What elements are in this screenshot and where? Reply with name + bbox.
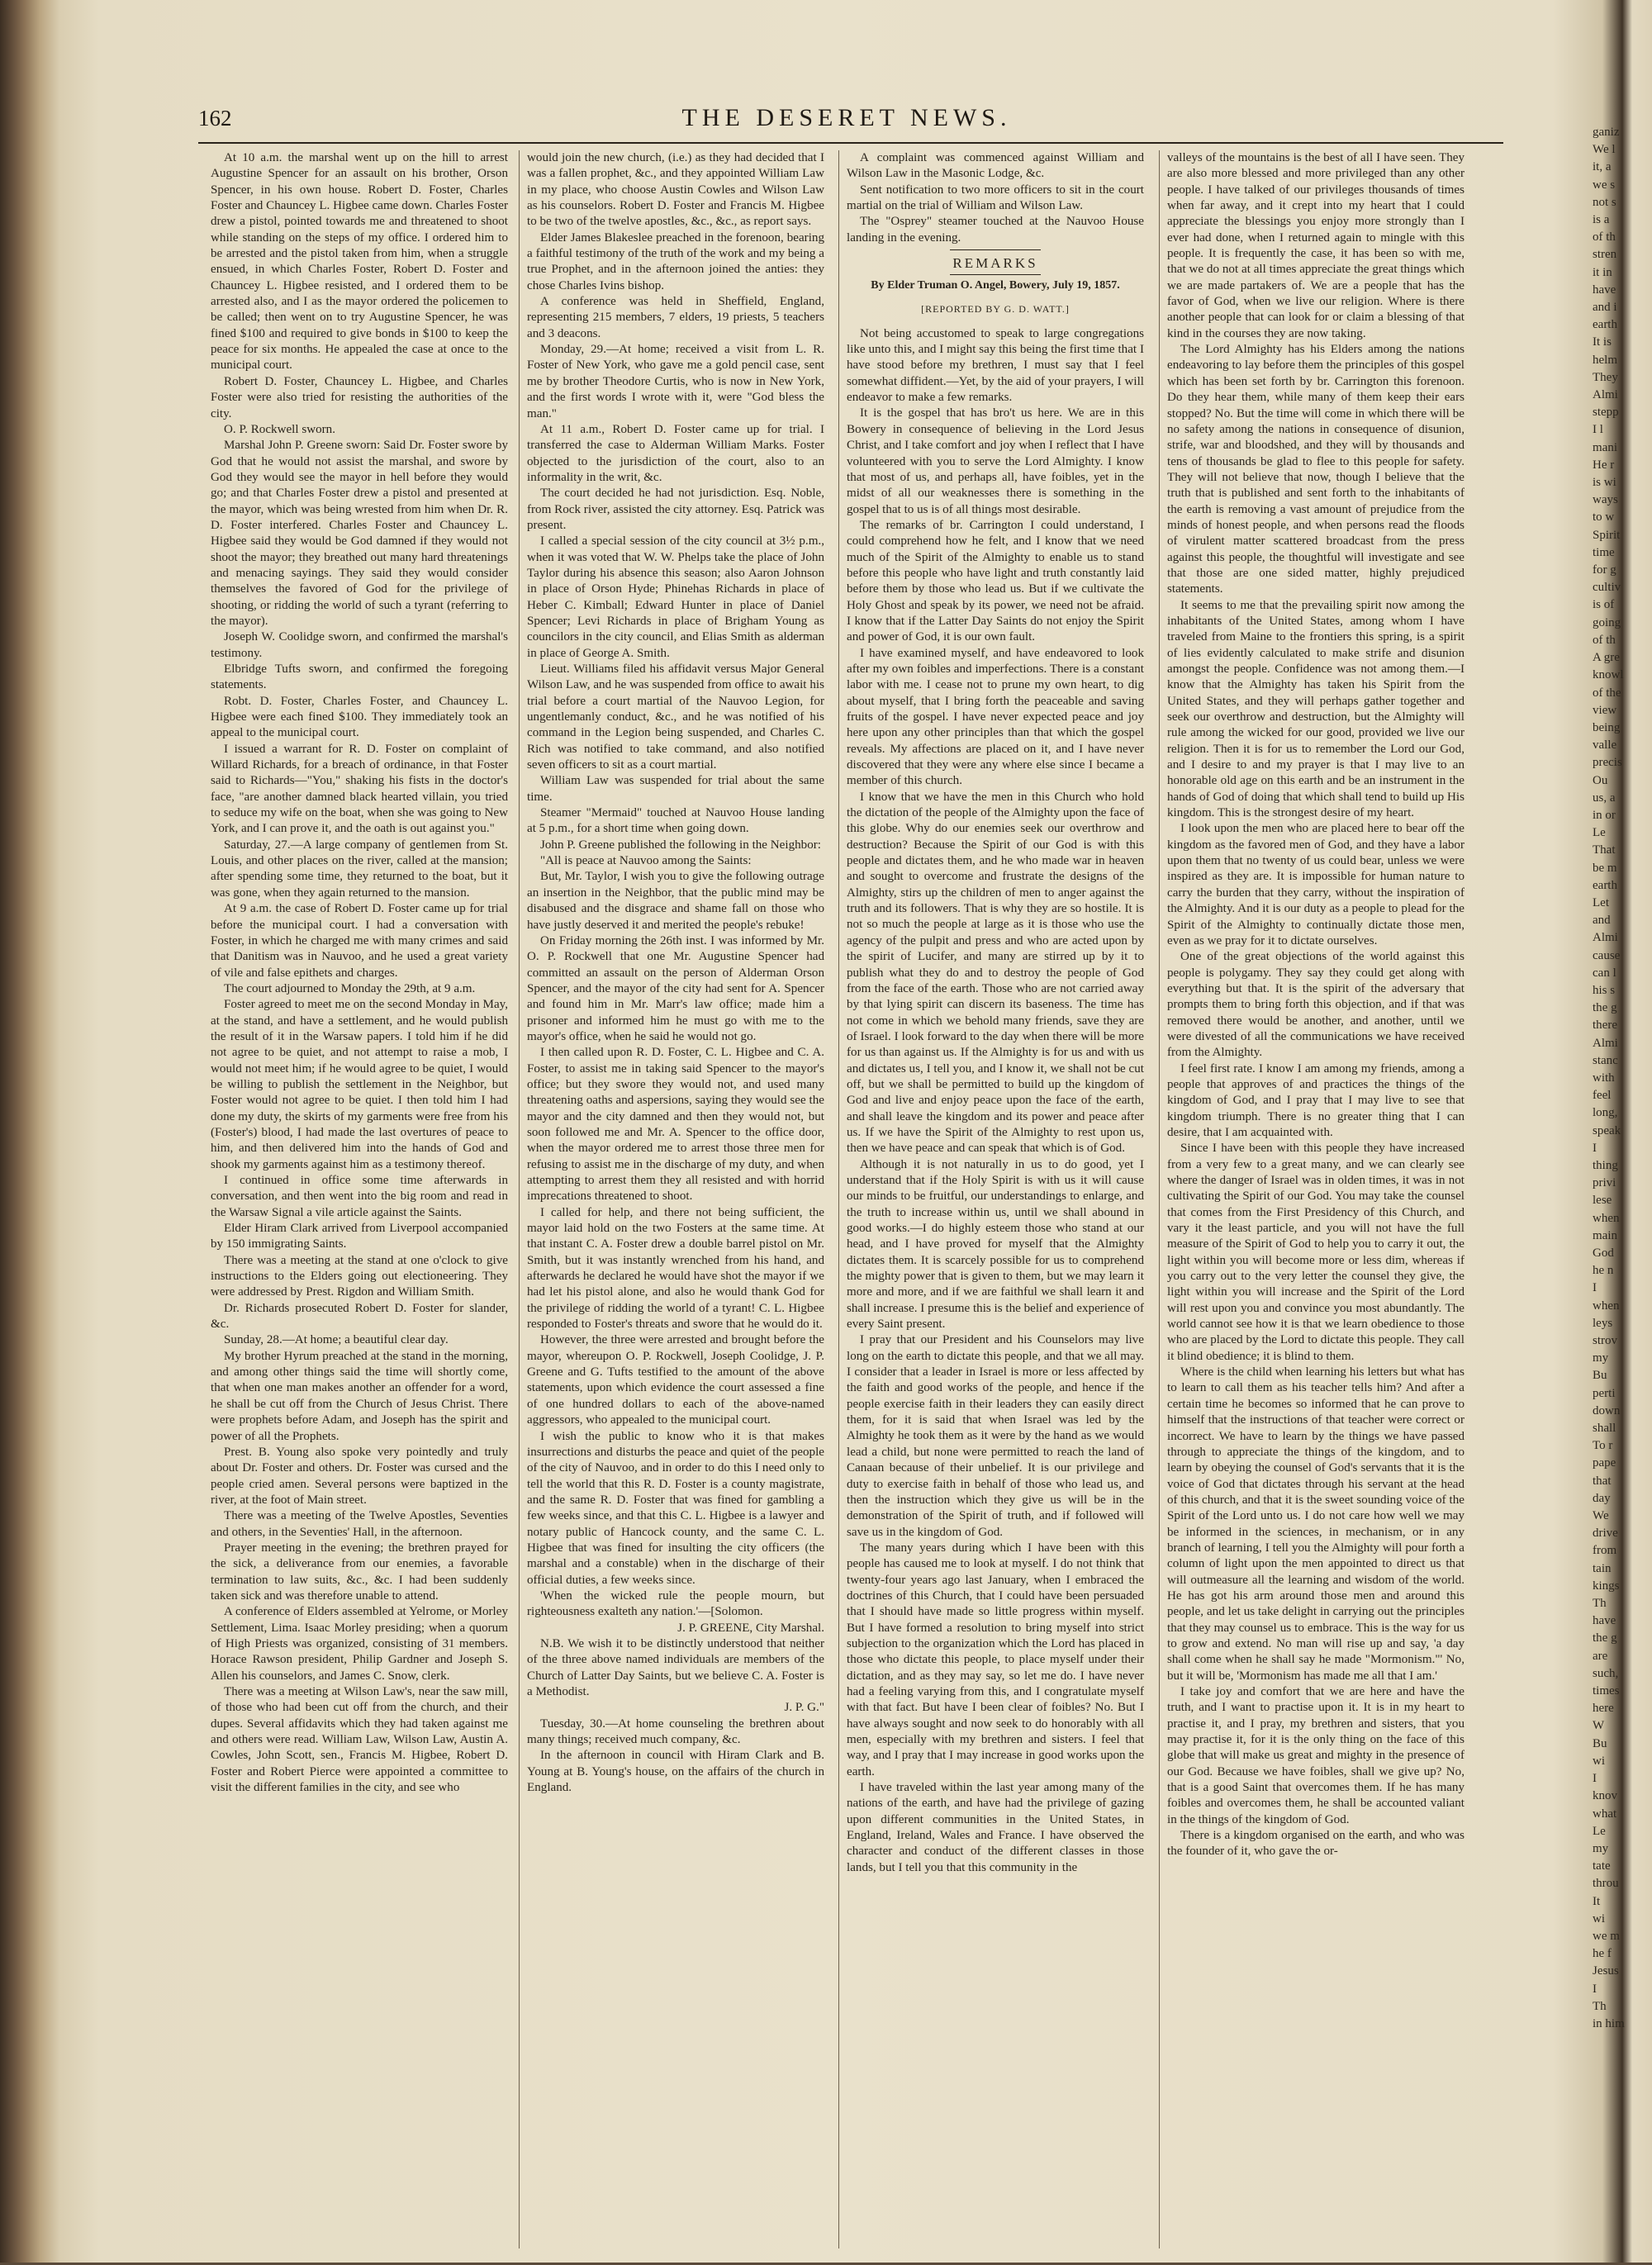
- paragraph: Where is the child when learning his letters but what has to learn to call them as his teacher tells him? And after a certain time he becomes so informed that he can prove to himself that the instructions of that teacher were correct or incorrect. We have to learn by the things we have passed through to appreciate the things of the kingdom, and to learn by obeying the counsel of God's servants that it is the voice of God that dictates through his servant at the head of this church, and that it is the sweet sounding voice of the Spirit of the Lord unto us. I do not care how well we may be informed in the sciences, in mechanism, or in any branch of learning, I tell you the Almighty will pour forth a column of light upon the men appointed to direct us that will outmeasure all the learning and wisdom of the world. He has got his arm around those men and around this people, and let us take delight in carrying out the principles that they may counsel us to embrace. This is the way for us to grow and extend. No man will rise up and say, 'a day shall come when he shall say he made "Mormonism."' No, but it will be, 'Mormonism has made me all that I am.': [1167, 1365, 1464, 1683]
- facing-page-fragment: ganiz: [1593, 126, 1620, 139]
- facing-page-fragment: precis: [1593, 756, 1622, 770]
- paragraph: The court adjourned to Monday the 29th, at 9 a.m.: [224, 981, 476, 995]
- paragraph: Prayer meeting in the evening; the brethren prayed for the sick, a deliverance from our enemies, a favorable termination to law suits, &c., &c. I had been suddenly taken sick and was therefore unable to attend.: [211, 1541, 508, 1603]
- facing-page-fragment: long,: [1593, 1106, 1618, 1120]
- facing-page-fragment: knov: [1593, 1789, 1617, 1803]
- facing-page-fragment: stren: [1593, 248, 1617, 262]
- facing-page-fragment: not s: [1593, 195, 1616, 209]
- facing-page-fragment: and i: [1593, 301, 1617, 315]
- column-divider: [519, 150, 520, 2248]
- column-2: [527, 150, 824, 2265]
- facing-page-fragment: cultiv: [1593, 581, 1621, 595]
- column-1: [211, 150, 508, 2265]
- facing-page-fragment: is a: [1593, 213, 1610, 227]
- reported-by: [REPORTED BY G. D. WATT.]: [921, 303, 1070, 316]
- paragraph: My brother Hyrum preached at the stand in the morning, and among other things said the time will shortly come, that when one man makes another an offender for a word, he shall be cut off from the Church of Jesus Christ. There were prophets before Adam, and Joseph has the spirit and power of all the Prophets.: [211, 1349, 508, 1443]
- facing-page-fragment: when: [1593, 1299, 1620, 1313]
- paragraph: There was a meeting of the Twelve Apostles, Seventies and others, in the Seventies' Hall, in the afternoon.: [211, 1509, 508, 1539]
- paragraph: But, Mr. Taylor, I wish you to give the following outrage an insertion in the Neighbor, that the public mind may be disabused and the disgrace and shame fall on those who have justly deserved it and merited the people's rebuke!: [527, 870, 824, 932]
- facing-page-fragment: are: [1593, 1649, 1608, 1663]
- facing-page-fragment: view: [1593, 703, 1617, 717]
- paragraph: The "Osprey" steamer touched at the Nauvoo House landing in the evening.: [847, 215, 1144, 245]
- facing-page-fragment: Th: [1593, 1999, 1607, 2013]
- paragraph: It seems to me that the prevailing spirit now among the inhabitants of the United States, among whom I have traveled from Maine to the frontiers this spring, is a spirit of lies evidently calculated to make strife and disunion amongst the people. Confidence was not among them.—I know that the Almighty has taken his Spirit from the United States, and they will perhaps gather together and seek our overthrow and destruction, but the Almighty will rule among the wicked for our good, provided we live our religion. Then it is for us to remember the Lord our God, and I desire to and my prayer is that I may live to an honorable old age on this earth and be an instrument in the hands of God of doing that which shall tend to build up His kingdom. This is the strongest desire of my heart.: [1167, 598, 1464, 820]
- paragraph: However, the three were arrested and brought before the mayor, whereupon O. P. Rockwell, Joseph Coolidge, J. P. Greene and G. Tufts testified to the amount of the above statements, upon which evidence the court assessed a fine of one hundred dollars to each of the above-named aggressors, who appealed to the municipal court.: [527, 1333, 824, 1427]
- facing-page-fragment: That: [1593, 843, 1616, 857]
- facing-page-fragment: there: [1593, 1019, 1617, 1033]
- paragraph: Not being accustomed to speak to large congregations like unto this, and I might say this being the first time that I have stood before my brethren, I must say that I feel somewhat diffident.—Yet, by the aid of your prayers, I will endeavor to make a few remarks.: [847, 326, 1144, 405]
- facing-page-fragment: Almi: [1593, 931, 1618, 945]
- paragraph: Robert D. Foster, Chauncey L. Higbee, and Charles Foster were also tried for resisting the authorities of the city.: [211, 374, 508, 420]
- facing-page-fragment: drive: [1593, 1527, 1618, 1541]
- paragraph: I feel first rate. I know I am among my friends, among a people that approves of and practices the things of the kingdom of God, and I pray that I may live to see that kingdom triumph. There is no greater thing that I can desire, that I am acquainted with.: [1167, 1061, 1464, 1139]
- facing-page-fragment: to w: [1593, 510, 1615, 525]
- facing-page-fragment: for g: [1593, 563, 1616, 577]
- facing-page-fragment: They: [1593, 370, 1618, 384]
- paragraph: A complaint was commenced against William and Wilson Law in the Masonic Lodge, &c.: [847, 151, 1144, 181]
- facing-page-fragment: we m: [1593, 1929, 1620, 1943]
- facing-page-fragment: of th: [1593, 230, 1616, 245]
- facing-page-fragment: It is: [1593, 335, 1612, 349]
- paragraph: Foster agreed to meet me on the second Monday in May, at the stand, and have a settlement, and he would publish the result of it in the Warsaw papers. I told him if he did not agree to be quiet, and not attempt to raise a mob, I would not meet him; if he would agree to be quiet, I would be willing to publish the settlement in the Neighbor, but Foster would not agree to be quiet. I then told him I had done my duty, the skirts of my garments were free from his (Foster's) blood, I had made the last overtures of peace to him, and then delivered him into the hands of God and shook my garments against him as a testimony thereof.: [211, 998, 508, 1171]
- facing-page-fragment: earth: [1593, 318, 1617, 332]
- page-header: [198, 106, 1495, 139]
- facing-page-fragment: I: [1593, 1141, 1597, 1155]
- facing-page-fragment: mani: [1593, 440, 1617, 454]
- paragraph: Sent notification to two more officers to sit in the court martial on the trial of William and Wilson Law.: [847, 183, 1144, 213]
- paragraph: I wish the public to know who it is that makes insurrections and disturbs the peace and quiet of the people of the city of Nauvoo, and in order to do this I need only to tell the world that this R. D. Foster is a county magistrate, and the same R. D. Foster that was fined for gambling a few weeks since, and that this C. L. Higbee is a lawyer and notary public of Hancock county, and the same C. L. Higbee that was fined for insulting the city officers (the marshal and a constable) when in the discharge of their official duties, a few weeks since.: [527, 1429, 824, 1587]
- facing-page-fragment: pape: [1593, 1456, 1616, 1470]
- paragraph: Lieut. Williams filed his affidavit versus Major General Wilson Law, and he was suspended from office to await his trial before a court martial of the Nauvoo Legion, for ungentlemanly conduct, &c., and he was notified of his command in the Legion being suspended, and Charles C. Rich was notified to take command, and also notified seven officers to sit as a court martial.: [527, 662, 824, 772]
- facing-page-fragment: We: [1593, 1509, 1609, 1523]
- paragraph: At 11 a.m., Robert D. Foster came up for trial. I transferred the case to Alderman William Marks. Foster objected to the jurisdiction of the court, also to an informality in the writ, &c.: [527, 422, 824, 484]
- paragraph: N.B. We wish it to be distinctly understood that neither of the three above named individuals are members of the Church of Latter Day Saints, but we believe C. A. Foster is a Methodist.: [527, 1636, 824, 1698]
- facing-page-fragment: Almi: [1593, 1036, 1618, 1050]
- paragraph: The Lord Almighty has his Elders among the nations endeavoring to lay before them the principles of this gospel which has been set forth by br. Carrington this forenoon. Do they hear them, while many of them keep their ears stopped? No. But the time will come in which there will be no safety among the nations in consequence of disunion, strife, war and bloodshed, and they will by thousands and tens of thousands be glad to flee to this people for safety. They will not believe that now, though I believe that the truth that is published and sent forth to the inhabitants of the earth is removing a vast amount of prejudice from the minds of honest people, and when persons read the floods of virulent matter scattered broadcast from the press against this people, the thoughtful will investigate and see that those are one sided matter, highly prejudiced statements.: [1167, 343, 1464, 596]
- facing-page-fragment: in him: [1593, 2016, 1625, 2030]
- paragraph: At 10 a.m. the marshal went up on the hill to arrest Augustine Spencer for an assault on his brother, Orson Spencer, in his own house. Robert D. Foster, Charles Foster and Chauncey L. Higbee came down. Charles Foster drew a pistol, pointed towards me and threatened to shoot while standing on the steps of my office. I ordered him to be arrested and the pistol taken from him, when a struggle ensued, in which Charles Foster, Robert D. Foster and Chauncey L. Higbee resisted, and I ordered them to be arrested also, and I as the mayor ordered the policemen to be called; then went on to try Augustine Spencer, he was fined $100 and required to give bonds in $100 to keep the peace for six months. He appealed the case at once to the municipal court.: [211, 151, 508, 373]
- facing-page-fragment: Spirit: [1593, 528, 1621, 542]
- header-rule: [198, 142, 1503, 144]
- facing-page-fragment: I: [1593, 1982, 1597, 1996]
- facing-page-fragment: God: [1593, 1246, 1614, 1260]
- facing-page-fragment: main: [1593, 1228, 1617, 1242]
- facing-page-fragment: Ou: [1593, 773, 1608, 787]
- facing-page-fragment: I: [1593, 1772, 1597, 1786]
- facing-page-fragment: being: [1593, 720, 1621, 734]
- facing-page-fragment: wi: [1593, 1754, 1605, 1768]
- facing-page-fragment: We l: [1593, 143, 1616, 157]
- facing-page-fragment: Jesus: [1593, 1964, 1619, 1978]
- facing-page-fragment: feel: [1593, 1089, 1612, 1103]
- paragraph: The remarks of br. Carrington I could understand, I could comprehend how he felt, and I know that we need much of the Spirit of the Almighty to enable us to stand before this people who have light and truth constantly laid before them by those who lead us. But if we cultivate the Holy Ghost and speak by its power, we need not be afraid. I know that if the Latter Day Saints do not enjoy the Spirit and power of God, it is our own fault.: [847, 518, 1144, 644]
- paragraph: Although it is not naturally in us to do good, yet I understand that if the Holy Spirit is with us it will cause our minds to be fruitful, our understandings to enlarge, and the truth to increase within us, until we shall abound in good works.—I do highly esteem those who stand at our head, and I have proved for myself that the Almighty dictates them. It is scarcely possible for us to comprehend the mighty power that is given to them, but we may learn it more and more, and if we are faithful we shall learn it and shall increase. I presume this is the belief and experience of every Saint present.: [847, 1157, 1144, 1332]
- paragraph: William Law was suspended for trial about the same time.: [527, 774, 824, 804]
- paragraph: I take joy and comfort that we are here and have the truth, and I want to practise upon it. It is in my heart to practise it, and I pray, my brethren and sisters, that you may practise it, for it is the only thing on the face of this globe that will make us great and mighty in the presence of our God. Because we have foibles, shall we give up? No, that is a good Saint that overcomes them. If he has many foibles and overcomes them, he shall be accounted valiant in the things of the kingdom of God.: [1167, 1685, 1464, 1826]
- paragraph: Saturday, 27.—A large company of gentlemen from St. Louis, and other places on the river, called at the mansion; after spending some time, they returned to the boat, but it was gone, when they again returned to the mansion.: [211, 838, 508, 900]
- masthead: THE DESERET NEWS.: [681, 104, 1012, 131]
- facing-page-fragment: it in: [1593, 265, 1612, 279]
- facing-page-fragment: the g: [1593, 1631, 1617, 1645]
- paragraph: I have examined myself, and have endeavored to look after my own foibles and imperfections. There is a constant labor with me. I cease not to prune my own heart, to dig about myself, that I bring forth the peaceable and saving fruits of the gospel. I have never expected peace and joy here upon any other principles than that which the gospel reveals. My affections are placed on it, and I have never discovered that they were any where else since I became a member of this church.: [847, 646, 1144, 788]
- column-4: [1167, 150, 1464, 2265]
- facing-page-fragment: privi: [1593, 1176, 1616, 1190]
- paragraph: Tuesday, 30.—At home counseling the brethren about many things; received much company, &c.: [527, 1717, 824, 1747]
- facing-page-fragment: ways: [1593, 493, 1618, 507]
- facing-page-fragment: thing: [1593, 1158, 1618, 1172]
- paragraph: On Friday morning the 26th inst. I was informed by Mr. O. P. Rockwell that one Mr. Augustine Spencer had committed an assault on the person of Alderman Orson Spencer, and the mayor of the city had sent for A. Spencer and found him in Mr. Marr's law office; made him a prisoner and informed him he must go with me to the mayor's office, when he said he would not go.: [527, 933, 824, 1043]
- facing-page-fragment: shall: [1593, 1422, 1616, 1436]
- facing-page-fragment: cause: [1593, 948, 1621, 962]
- facing-page-fragment: my: [1593, 1351, 1609, 1365]
- paragraph: O. P. Rockwell sworn.: [224, 422, 336, 436]
- facing-page-fragment: throu: [1593, 1877, 1619, 1891]
- section-rule: [950, 249, 1041, 250]
- paragraph: Elbridge Tufts sworn, and confirmed the foregoing statements.: [211, 662, 508, 692]
- facing-page-fragment: Bu: [1593, 1369, 1607, 1383]
- facing-page-fragment: kings: [1593, 1579, 1620, 1593]
- facing-page-fragment: of th: [1593, 633, 1616, 647]
- facing-page-fragment: Le: [1593, 1824, 1606, 1838]
- paragraph: I then called upon R. D. Foster, C. L. Higbee and C. A. Foster, to assist me in taking said Spencer to the mayor's office; but they swore they would not, and used many threatening oaths and aspersions, saying they would see the mayor and the city damned and then they would not, but soon followed me and Mr. A. Spencer to the office door, when the mayor ordered me to arrest those three men for refusing to assist me in the discharge of my duty, and when attempting to arrest them they all resisted and with horrid imprecations threatened to shoot.: [527, 1046, 824, 1204]
- facing-page-fragment: with: [1593, 1071, 1615, 1085]
- facing-page-fragment: stepp: [1593, 406, 1619, 420]
- facing-page-fragment: wi: [1593, 1911, 1605, 1925]
- paragraph: would join the new church, (i.e.) as they had decided that I was a fallen prophet, &c., and they appointed William Law in my place, who choose Austin Cowles and Wilson Law as his counselors. Robert D. Foster and Francis M. Higbee to be two of the twelve apostles, &c., &c., as report says.: [527, 151, 824, 229]
- facing-page-fragment: that: [1593, 1474, 1612, 1488]
- facing-page-fragment: when: [1593, 1211, 1620, 1225]
- facing-page-fragment: time: [1593, 545, 1615, 559]
- paragraph: The many years during which I have been with this people has caused me to look at myself. I do not think that twenty-four years ago last January, when I embraced the doctrines of this Church, that I could have been persuaded that I should have made so little progress within myself. But I have formed a resolution to bring myself into strict subjection to the organization which the Lord has placed in those who dictate this people, to place myself under their dictation, and as they may say, so let me do. I have never had a feeling varying from this, and I congratulate myself with that fact. But have I been clear of foibles? No. But I have always sought and now seek to do honorably with all men, especially with my brethren and sisters. I feel that way, and I pray that I may increase in good works upon the earth.: [847, 1541, 1144, 1778]
- facing-page-fragment: he n: [1593, 1264, 1614, 1278]
- section-rule: [950, 274, 1041, 275]
- paragraph: J. P. GREENE, City Marshal.: [677, 1621, 824, 1635]
- facing-page-fragment: W: [1593, 1719, 1605, 1733]
- paragraph: A conference was held in Sheffield, England, representing 215 members, 7 elders, 19 priests, 5 teachers and 3 deacons.: [527, 295, 824, 340]
- paragraph: It is the gospel that has bro't us here. We are in this Bowery in consequence of believing in the Lord Jesus Christ, and I take comfort and joy when I reflect that I have volunteered with you to serve the Lord Almighty. I know that most of us, and perhaps all, have foibles, yet in the midst of all our weaknesses there is something in the gospel that to us is of all things most desirable.: [847, 406, 1144, 516]
- paragraph: There was a meeting at the stand at one o'clock to give instructions to the Elders going out electioneering. They were addressed by Prest. Rigdon and William Smith.: [211, 1253, 508, 1299]
- facing-page-fragment: I l: [1593, 423, 1603, 437]
- paragraph: Elder Hiram Clark arrived from Liverpool accompanied by 150 immigrating Saints.: [211, 1222, 508, 1251]
- facing-page-fragment: Let: [1593, 895, 1609, 909]
- facing-page-fragment: he f: [1593, 1947, 1612, 1961]
- paragraph: I pray that our President and his Counselors may live long on the earth to dictate this people, and that we all may. I consider that a leader in Israel is more or less affected by the faith and good works of the people, and hence if the people exercise faith in their leaders they can easily direct them, for it is said that when Israel was led by the Almighty he took them as it were by the hand as we would lead a child, but none were permitted to reach the land of Canaan because of their unbelief. It is our privilege and duty to exercise faith in behalf of those who lead us, and then the instruction which they give us will be in the demonstration of the Spirit of truth, and if followed will save us in the kingdom of God.: [847, 1333, 1144, 1539]
- facing-page-fragment: Almi: [1593, 388, 1618, 402]
- paragraph: In the afternoon in council with Hiram Clark and B. Young at B. Young's house, on the affairs of the church in England.: [527, 1749, 824, 1795]
- facing-page-fragment: leys: [1593, 1316, 1613, 1330]
- paragraph: One of the great objections of the world against this people is polygamy. They say they could get along with everything but that. It is the spirit of the adversary that prompts them to bring forth this objection, and if that was removed there would be another, and another, until we were divested of all the communications we have received from the Almighty.: [1167, 950, 1464, 1060]
- paragraph: I issued a warrant for R. D. Foster on complaint of Willard Richards, for a breach of ordinance, in that Foster said to Richards—"You," shaking his fists in the doctor's face, "are another damned black hearted villain, you tried to seduce my wife on the boat, when she was going to New York, and I can prove it, and the oath is out against you.": [211, 742, 508, 836]
- paragraph: Sunday, 28.—At home; a beautiful clear day.: [224, 1333, 449, 1347]
- paragraph: valleys of the mountains is the best of all I have seen. They are also more blessed and more privileged than any other people. I have talked of our privileges thousands of times when far away, and it crept into my heart that I could appreciate the blessings you enjoy more strongly than I ever had done, when I returned again to mingle with this people. It is frequently the case, it has been so with me, that we do not at all times appreciate the great things which we are made partakers of. We are a people that has the favor of God, when we live our religion. Where is there another people that can look for or claim a blessing of that kind in the courses they are now taking.: [1167, 151, 1464, 340]
- facing-page-fragment: times: [1593, 1684, 1620, 1698]
- facing-page-fragment: what: [1593, 1807, 1617, 1821]
- facing-page-fragment: down: [1593, 1403, 1621, 1417]
- paragraph: Joseph W. Coolidge sworn, and confirmed the marshal's testimony.: [211, 630, 508, 660]
- facing-page-fragment: is wi: [1593, 476, 1616, 490]
- facing-page-fragment: we s: [1593, 178, 1616, 192]
- facing-page-fragment: and: [1593, 914, 1611, 928]
- column-3-top-paragraphs: [847, 150, 1144, 246]
- paragraph: "All is peace at Nauvoo among the Saints:: [540, 854, 752, 868]
- facing-page-fragment: lese: [1593, 1194, 1612, 1208]
- page-number: 162: [198, 106, 232, 131]
- facing-page-fragment: earth: [1593, 878, 1617, 892]
- facing-page-edge: [1593, 124, 1652, 2239]
- facing-page-fragment: my: [1593, 1841, 1609, 1855]
- paragraph: There was a meeting at Wilson Law's, near the saw mill, of those who had been cut off from the church, and their dupes. Several affidavits which they had taken against me and others were read. William Law, Wilson Law, Austin A. Cowles, John Scott, sen., Francis M. Higbee, Robert D. Foster and Robert Pierce were appointed a committee to visit the different families in the city, and see who: [211, 1685, 508, 1795]
- paragraph: 'When the wicked rule the people mourn, but righteousness exalteth any nation.'—[Solomon.: [527, 1588, 824, 1619]
- paragraph: The court decided he had not jurisdiction. Esq. Noble, from Rock river, assisted the city attorney. Esq. Patrick was present.: [527, 487, 824, 532]
- paragraph: Robt. D. Foster, Charles Foster, and Chauncey L. Higbee were each fined $100. They immediately took an appeal to the municipal court.: [211, 694, 508, 740]
- paragraph: I have traveled within the last year among many of the nations of the earth, and have had the privilege of gazing upon different communities in the United States, in England, Ireland, Wales and France. I have observed the character and conduct of the different classes in those lands, but I tell you that this community in the: [847, 1781, 1144, 1874]
- facing-page-fragment: can l: [1593, 966, 1616, 980]
- facing-page-fragment: valle: [1593, 738, 1617, 753]
- facing-page-fragment: I: [1593, 1281, 1597, 1295]
- paragraph: A conference of Elders assembled at Yelrome, or Morley Settlement, Lima. Isaac Morley presiding; when a quorum of High Priests was organized, consisting of 31 members. Horace Rawson president, Philip Gardner and Joseph S. Allen his counselors, and James C. Snow, clerk.: [211, 1605, 508, 1683]
- facing-page-fragment: knowl: [1593, 668, 1624, 682]
- facing-page-fragment: speak: [1593, 1123, 1621, 1137]
- paragraph: At 9 a.m. the case of Robert D. Foster came up for trial before the municipal court. I had a conversation with Foster, in which he charged me with many crimes and said that Danitism was in Nauvoo, and he used a great variety of vile and false epithets and charges.: [211, 902, 508, 980]
- paragraph: There is a kingdom organised on the earth, and who was the founder of it, who gave the or-: [1167, 1829, 1464, 1859]
- facing-page-fragment: Le: [1593, 826, 1606, 840]
- facing-page-fragment: be m: [1593, 861, 1617, 875]
- facing-page-fragment: tain: [1593, 1561, 1612, 1575]
- newspaper-page: [91, 0, 1578, 2263]
- paragraph: I know that we have the men in this Church who hold the dictation of the people of the Almighty upon the face of this globe. Why do our enemies seek our overthrow and destruction? Because the Spirit of our God is with this people and dictates them, and he who made war in heaven and sought to overcome and frustrate the designs of the Almighty, stirs up the children of men to anger against the truth and its followers. That is why they are so hostile. It is not so much the people at large as it is those who use the agency of the pulpit and press and who are acted upon by the spirit of Lucifer, and many are stirred up by it to publish what they do and to destroy the people of God from the face of the earth. Those who are not carried away by that lying spirit can discern its baseness. The time has not come in which we behold many friends, save they are of Israel. I look forward to the day when there will be more for us than against us. If the Almighty is for us and with us and dictates us, I tell you, and I know it, we shall not be cut off, but we shall be permitted to build up the kingdom of God and live and enjoy peace upon the face of the earth, and shall leave the kingdom and its power and peace after us. If we have the Spirit of the Almighty to rest upon us, then we have peace and can speak that which is of God.: [847, 790, 1144, 1156]
- paragraph: I called for help, and there not being sufficient, the mayor laid hold on the two Fosters at the same time. At that instant C. A. Foster drew a double barrel pistol on Mr. Smith, but it was instantly wrenched from his hand, and afterwards he declared he would have shot the mayor if we had let his pistol alone, and also he would thank God for the privilege of ridding the world of a tyrant! C. L. Higbee responded to Foster's threats and swore that he would do it.: [527, 1205, 824, 1332]
- facing-page-fragment: from: [1593, 1544, 1617, 1558]
- facing-page-fragment: us, a: [1593, 791, 1616, 805]
- facing-page-fragment: stanc: [1593, 1053, 1618, 1067]
- facing-page-fragment: tate: [1593, 1859, 1611, 1873]
- paragraph: Elder James Blakeslee preached in the forenoon, bearing a faithful testimony of the truth of the work and my being a true Prophet, and in the afternoon joined the anties: they chose Charles Ivins bishop.: [527, 230, 824, 292]
- facing-page-fragment: the g: [1593, 1001, 1617, 1015]
- paragraph: Marshal John P. Greene sworn: Said Dr. Foster swore by God that he would not assist the marshal, and swore by God they would see the mayor in hell before they would go; and that Charles Foster drew a pistol and presented at the mayor, which was being wrested from him when Dr. R. D. Foster interfered. Charles Foster and Chauncey L. Higbee said they would be God damned if they would not shoot the mayor; they breathed out many hard threatenings and menacing sayings. They said they would consider themselves the favored of God for the privilege of shooting, or ridding the world of such a tyrant (referring to the mayor).: [211, 439, 508, 628]
- facing-page-fragment: Th: [1593, 1597, 1607, 1611]
- facing-page-fragment: It: [1593, 1894, 1601, 1908]
- facing-page-fragment: Bu: [1593, 1736, 1607, 1750]
- paragraph: Monday, 29.—At home; received a visit from L. R. Foster of New York, who gave me a gold pencil case, sent me by brother Theodore Curtis, who is now in New York, and the first words I wrote with it, were "God bless the man.": [527, 343, 824, 420]
- facing-page-fragment: is of: [1593, 598, 1615, 612]
- paragraph: J. P. G.": [784, 1701, 824, 1715]
- remarks-body: [847, 326, 1144, 1876]
- facing-page-fragment: of the: [1593, 686, 1621, 700]
- facing-page-fragment: such,: [1593, 1666, 1619, 1680]
- column-divider: [1159, 150, 1160, 2248]
- facing-page-fragment: have: [1593, 283, 1616, 297]
- paragraph: Prest. B. Young also spoke very pointedly and truly about Dr. Foster and others. Dr. Foster was cursed and the people cried amen. Several persons were baptized in the river, at the foot of Main street.: [211, 1445, 508, 1507]
- facing-page-fragment: To r: [1593, 1439, 1613, 1453]
- remarks-title: REMARKS: [952, 255, 1038, 272]
- facing-page-fragment: have: [1593, 1614, 1616, 1628]
- facing-page-fragment: in or: [1593, 808, 1616, 822]
- paragraph: I continued in office some time afterwards in conversation, and then went into the big room and read in the Warsaw Signal a vile article against the Saints.: [211, 1174, 508, 1219]
- facing-page-fragment: helm: [1593, 353, 1617, 367]
- facing-page-fragment: He r: [1593, 458, 1615, 472]
- paragraph: Since I have been with this people they have increased from a very few to a great many, and we can clearly see where the danger of Israel was in olden times, it was in not cultivating the Spirit of our God. You may take the counsel that comes from the First Presidency of this Church, and vary it the least particle, and you will not have the full measure of the Spirit of God to help you to carry it out, the light within you will become more or less dim, whereas if you carry out to the very letter the counsel they give, the light within you will increase and the Spirit of the Lord will rest upon you and convince you most abundantly. The world cannot see how it is that we learn obedience to those who are placed by the Lord to dictate this people. They call it blind obedience; it is blind to them.: [1167, 1142, 1464, 1363]
- column-3: [847, 150, 1144, 2265]
- facing-page-fragment: going: [1593, 615, 1621, 629]
- paragraph: Dr. Richards prosecuted Robert D. Foster for slander, &c.: [211, 1301, 508, 1332]
- facing-page-fragment: strov: [1593, 1334, 1617, 1348]
- paragraph: I called a special session of the city council at 3½ p.m., when it was voted that W. W. Phelps take the place of John Taylor during his absence this season; also Aaron Johnson in place of Orson Hyde; Phinehas Richards in place of Heber C. Kimball; Edward Hunter in place of Daniel Spencer; Levi Richards in place of Brigham Young as councilors in the city council, and Elias Smith as alderman in place of George A. Smith.: [527, 534, 824, 660]
- facing-page-fragment: it, a: [1593, 160, 1612, 174]
- remarks-byline: By Elder Truman O. Angel, Bowery, July 19, 1857.: [871, 279, 1120, 292]
- paragraph: Steamer "Mermaid" touched at Nauvoo House landing at 5 p.m., for a short time when going down.: [527, 806, 824, 836]
- facing-page-fragment: his s: [1593, 983, 1616, 997]
- facing-page-fragment: here: [1593, 1702, 1614, 1716]
- facing-page-fragment: perti: [1593, 1386, 1616, 1400]
- paragraph: John P. Greene published the following in the Neighbor:: [540, 838, 821, 852]
- column-divider: [838, 150, 839, 2248]
- facing-page-fragment: day: [1593, 1491, 1611, 1505]
- facing-page-fragment: A gre: [1593, 651, 1620, 665]
- paragraph: I look upon the men who are placed here to bear off the kingdom as the favored men of God, and they have a labor upon them that no twenty of us could bear, unless we were inspired as they are. It is impossible for human nature to carry the burden that they carry, without the inspiration of the Almighty. And it is our duty as a people to plead for the Spirit of the Almighty to continually dictate those men, even as we pray for it to dictate ourselves.: [1167, 822, 1464, 947]
